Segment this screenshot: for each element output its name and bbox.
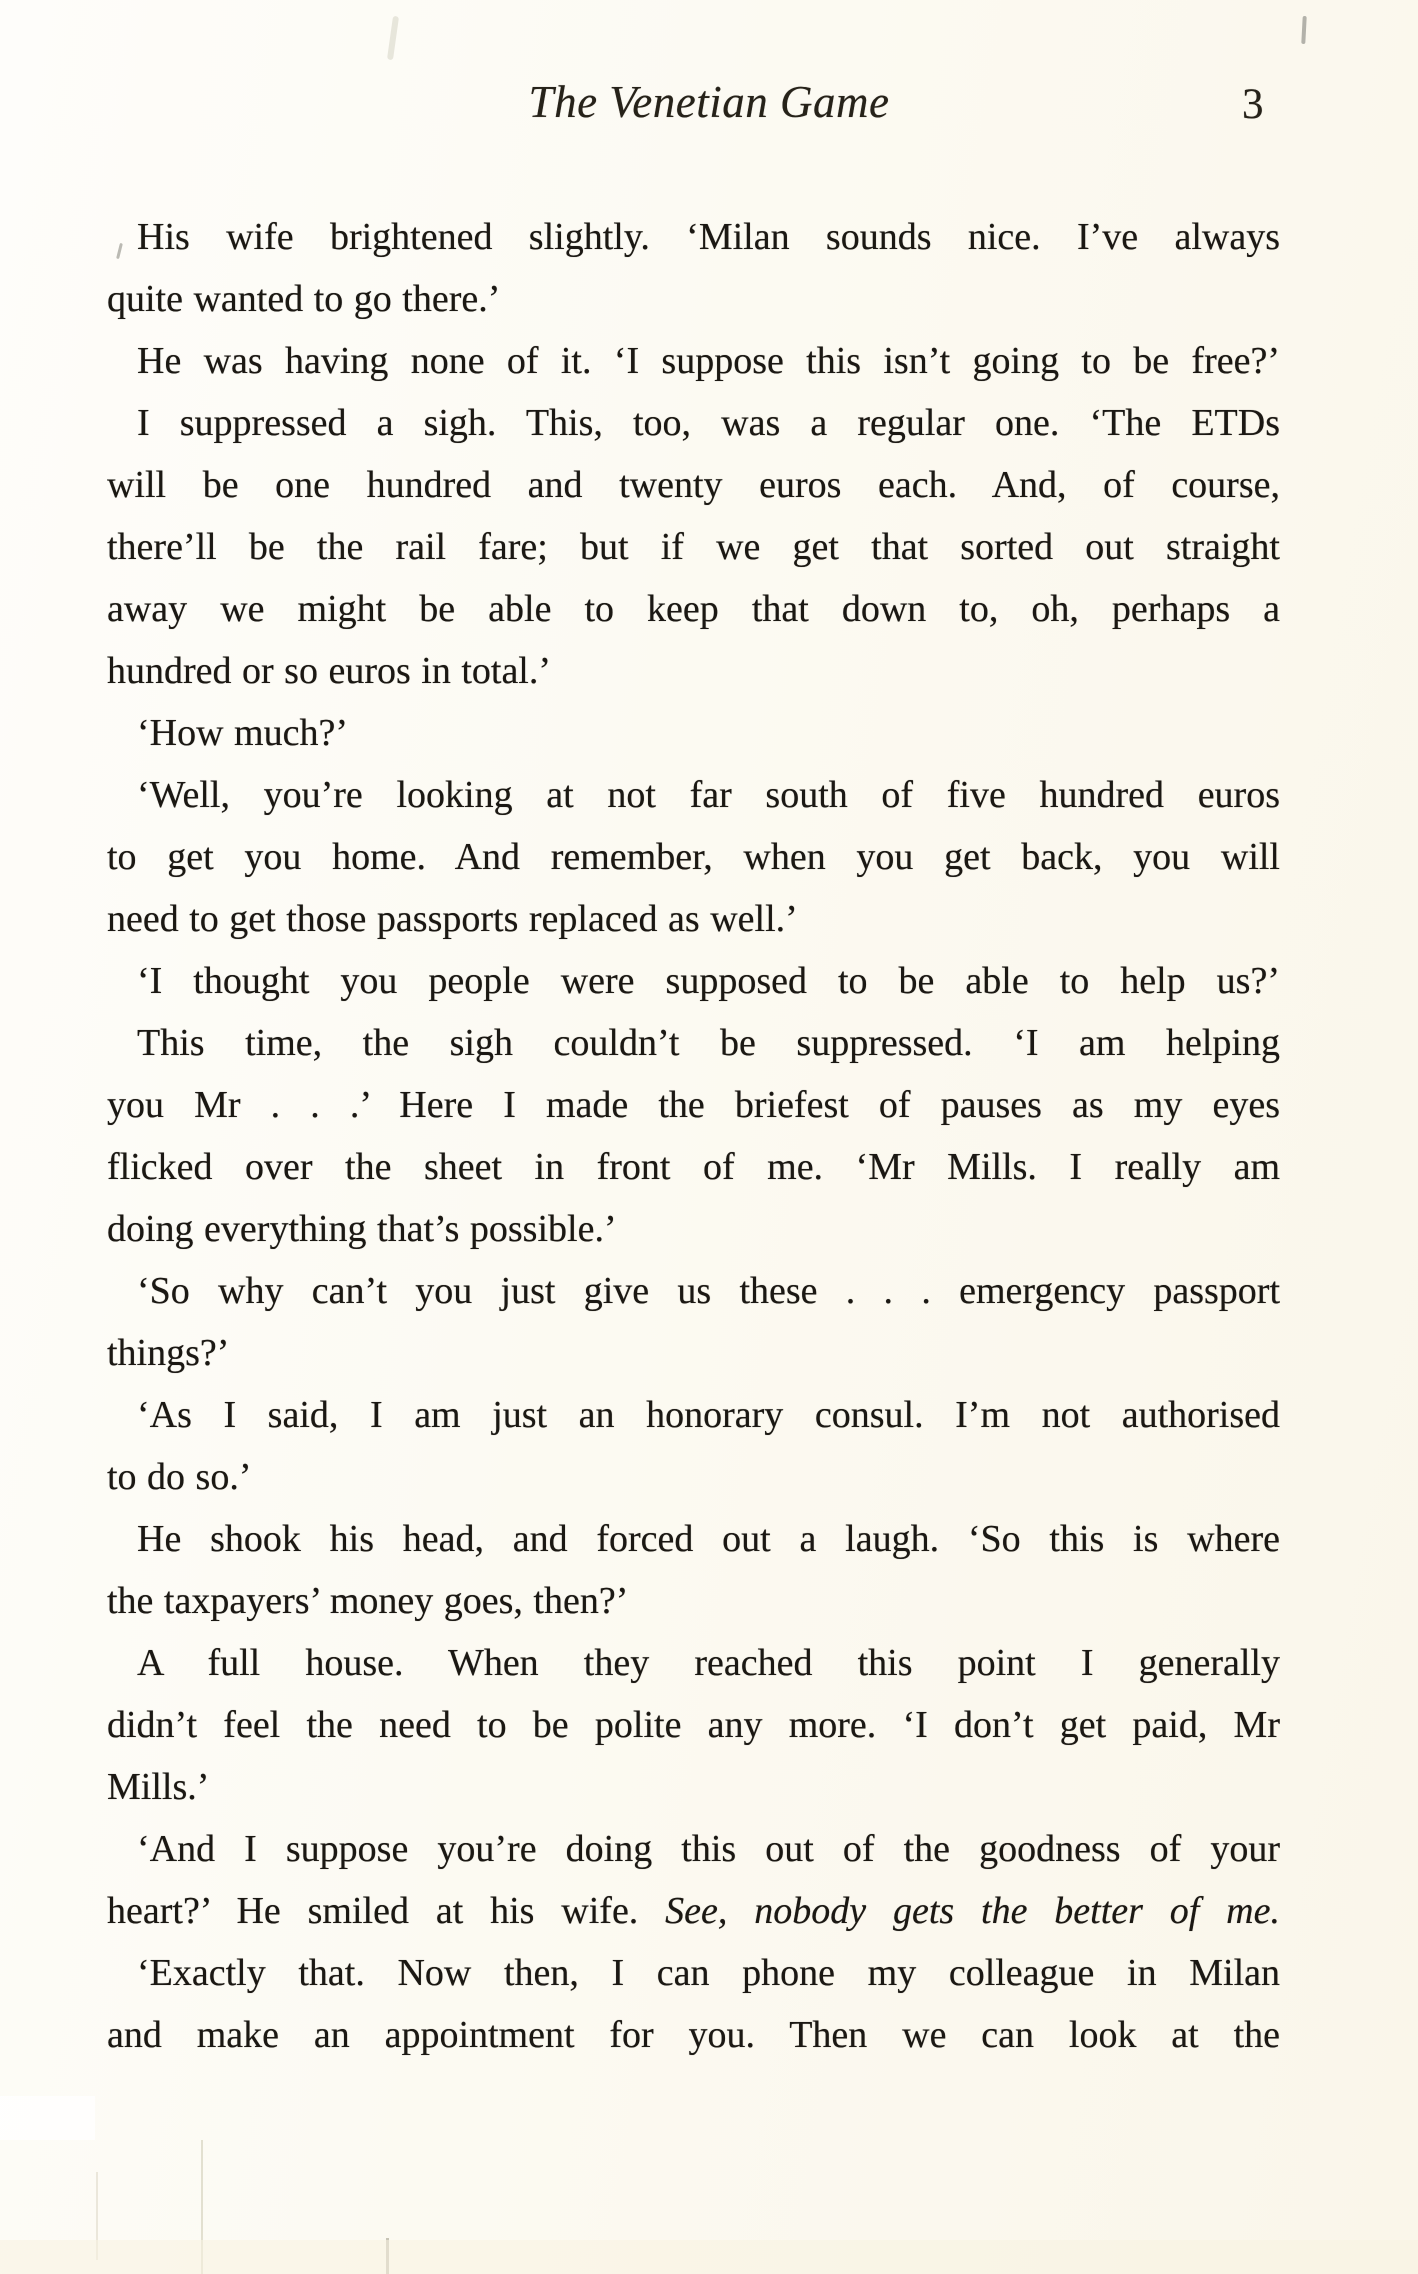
scan-line-bottom-3	[96, 2172, 98, 2260]
text-line	[107, 1074, 1280, 1136]
text-line	[107, 454, 1280, 516]
text-line	[107, 1694, 1280, 1756]
text-run: flicked over the sheet in front of me. ‘Mr Mills. I really am	[107, 1146, 1280, 1188]
text-run: the taxpayers’ money goes, then?’	[107, 1580, 629, 1622]
text-line	[107, 1880, 1280, 1942]
text-line	[107, 2004, 1280, 2066]
text-line	[107, 950, 1280, 1012]
text-run: ‘I thought you people were supposed to be able to help us?’	[137, 960, 1280, 1002]
scan-dash-top-right	[1301, 16, 1306, 44]
text-run: ‘Exactly that. Now then, I can phone my colleague in Milan	[137, 1952, 1280, 1994]
text-run: to get you home. And remember, when you get back, you will	[107, 836, 1280, 878]
text-line	[107, 826, 1280, 888]
text-line	[107, 330, 1280, 392]
text-line	[107, 516, 1280, 578]
text-line	[107, 1818, 1280, 1880]
text-run: I suppressed a sigh. This, too, was a regular one. ‘The ETDs	[137, 402, 1280, 444]
text-run: quite wanted to go there.’	[107, 278, 501, 320]
text-run: A full house. When they reached this point I generally	[137, 1642, 1280, 1684]
scan-band-bottom	[0, 2240, 1418, 2274]
text-run: ‘How much?’	[137, 712, 348, 754]
running-title: The Venetian Game	[528, 77, 890, 127]
text-run: hundred or so euros in total.’	[107, 650, 552, 692]
text-run: ‘As I said, I am just an honorary consul. I’m not authorised	[137, 1394, 1280, 1436]
text-line	[107, 1508, 1280, 1570]
text-run: ‘So why can’t you just give us these . . . emergency passport	[137, 1270, 1280, 1312]
text-line	[107, 702, 1280, 764]
text-run: things?’	[107, 1332, 230, 1374]
text-line	[107, 268, 1280, 330]
text-line	[107, 1942, 1280, 2004]
text-run: there’ll be the rail fare; but if we get that sorted out straight	[107, 526, 1280, 568]
text-run: you Mr . . .’ Here I made the briefest of pauses as my eyes	[107, 1084, 1280, 1126]
text-line	[107, 1136, 1280, 1198]
text-line	[107, 1322, 1280, 1384]
text-run: and make an appointment for you. Then we can look at the	[107, 2014, 1280, 2056]
text-line	[107, 888, 1280, 950]
text-run: will be one hundred and twenty euros each. And, of course,	[107, 464, 1280, 506]
text-run: ‘Well, you’re looking at not far south of five hundred euros	[137, 774, 1280, 816]
text-line	[107, 764, 1280, 826]
text-run: He shook his head, and forced out a laugh. ‘So this is where	[137, 1518, 1280, 1560]
body-text	[107, 206, 1280, 2066]
text-run: His wife brightened slightly. ‘Milan sounds nice. I’ve always	[137, 216, 1280, 258]
text-line	[107, 1260, 1280, 1322]
page-number: 3	[1242, 81, 1264, 128]
text-line	[107, 1198, 1280, 1260]
text-line	[107, 1446, 1280, 1508]
text-line	[107, 1632, 1280, 1694]
scan-line-bottom-1	[201, 2140, 203, 2274]
text-line	[107, 1384, 1280, 1446]
text-run: heart?’ He smiled at his wife.	[107, 1890, 666, 1932]
text-line	[107, 206, 1280, 268]
text-line	[107, 1012, 1280, 1074]
text-run: Mills.’	[107, 1766, 210, 1808]
italic-text: See, nobody gets the better of me.	[665, 1890, 1280, 1932]
text-run: ‘And I suppose you’re doing this out of the goodness of your	[137, 1828, 1280, 1870]
text-run: need to get those passports replaced as well.’	[107, 898, 798, 940]
text-line	[107, 640, 1280, 702]
text-line	[107, 392, 1280, 454]
text-run: away we might be able to keep that down to, oh, perhaps a	[107, 588, 1280, 630]
text-run: to do so.’	[107, 1456, 252, 1498]
text-run: didn’t feel the need to be polite any more. ‘I don’t get paid, Mr	[107, 1704, 1280, 1746]
text-line	[107, 1570, 1280, 1632]
text-line	[107, 578, 1280, 640]
text-run: This time, the sigh couldn’t be suppressed. ‘I am helping	[137, 1022, 1280, 1064]
text-run: He was having none of it. ‘I suppose this isn’t going to be free?’	[137, 340, 1280, 382]
scan-line-bottom-2	[386, 2238, 389, 2274]
text-run: doing everything that’s possible.’	[107, 1208, 617, 1250]
text-line	[107, 1756, 1280, 1818]
scan-streak-top	[387, 16, 399, 60]
scan-patch-bottom-left	[0, 2096, 95, 2140]
